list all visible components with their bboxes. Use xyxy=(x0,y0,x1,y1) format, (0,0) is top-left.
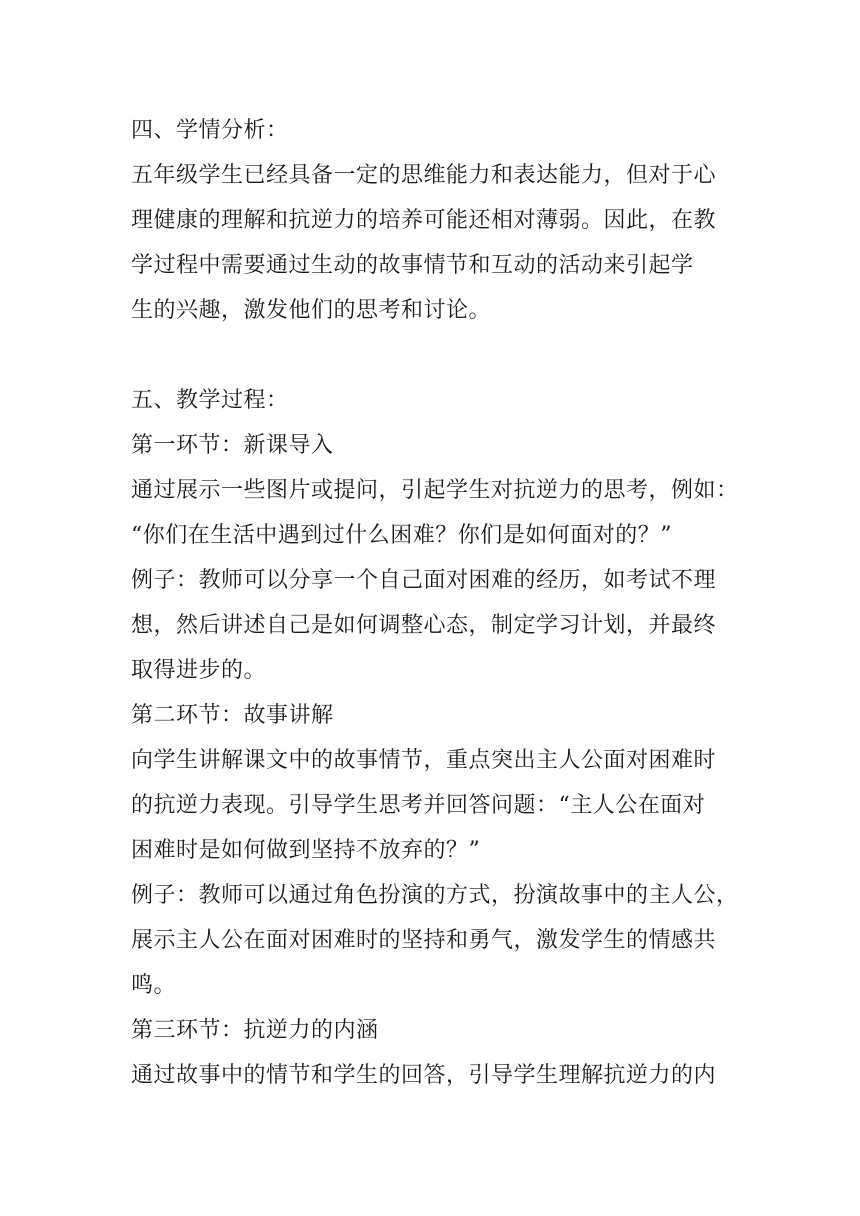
section-5-heading: 五、教学过程： xyxy=(131,388,289,413)
step-1-line-1: 通过展示一些图片或提问，引起学生对抗逆力的思考，例如： xyxy=(131,478,739,503)
section-4-line-2: 理健康的理解和抗逆力的培养可能还相对薄弱。因此，在教 xyxy=(131,208,717,233)
section-4-line-1: 五年级学生已经具备一定的思维能力和表达能力，但对于心 xyxy=(131,163,717,188)
paragraph-gap xyxy=(131,333,742,378)
step-2-line-5: 展示主人公在面对困难时的坚持和勇气，激发学生的情感共 xyxy=(131,928,717,953)
step-1-line-5: 取得进步的。 xyxy=(131,658,267,683)
section-4-heading: 四、学情分析： xyxy=(131,118,289,143)
step-3-title: 第三环节：抗逆力的内涵 xyxy=(131,1018,379,1043)
step-2-title: 第二环节：故事讲解 xyxy=(131,703,334,728)
step-1-line-2: “你们在生活中遇到过什么困难？你们是如何面对的？” xyxy=(131,523,672,548)
step-1-line-3: 例子：教师可以分享一个自己面对困难的经历，如考试不理 xyxy=(131,568,717,593)
step-2-line-6: 鸣。 xyxy=(131,973,177,998)
step-3-line-1: 通过故事中的情节和学生的回答，引导学生理解抗逆力的内 xyxy=(131,1063,717,1088)
section-4-line-3: 学过程中需要通过生动的故事情节和互动的活动来引起学 xyxy=(131,253,694,278)
step-2-line-2: 的抗逆力表现。引导学生思考并回答问题：“主人公在面对 xyxy=(131,793,706,818)
section-4-line-4: 生的兴趣，激发他们的思考和讨论。 xyxy=(131,298,492,323)
step-2-line-1: 向学生讲解课文中的故事情节，重点突出主人公面对困难时 xyxy=(131,748,717,773)
step-1-title: 第一环节：新课导入 xyxy=(131,433,334,458)
step-2-line-4: 例子：教师可以通过角色扮演的方式，扮演故事中的主人公， xyxy=(131,883,739,908)
step-2-line-3: 困难时是如何做到坚持不放弃的？” xyxy=(131,838,481,863)
step-1-line-4: 想，然后讲述自己是如何调整心态，制定学习计划，并最终 xyxy=(131,613,717,638)
